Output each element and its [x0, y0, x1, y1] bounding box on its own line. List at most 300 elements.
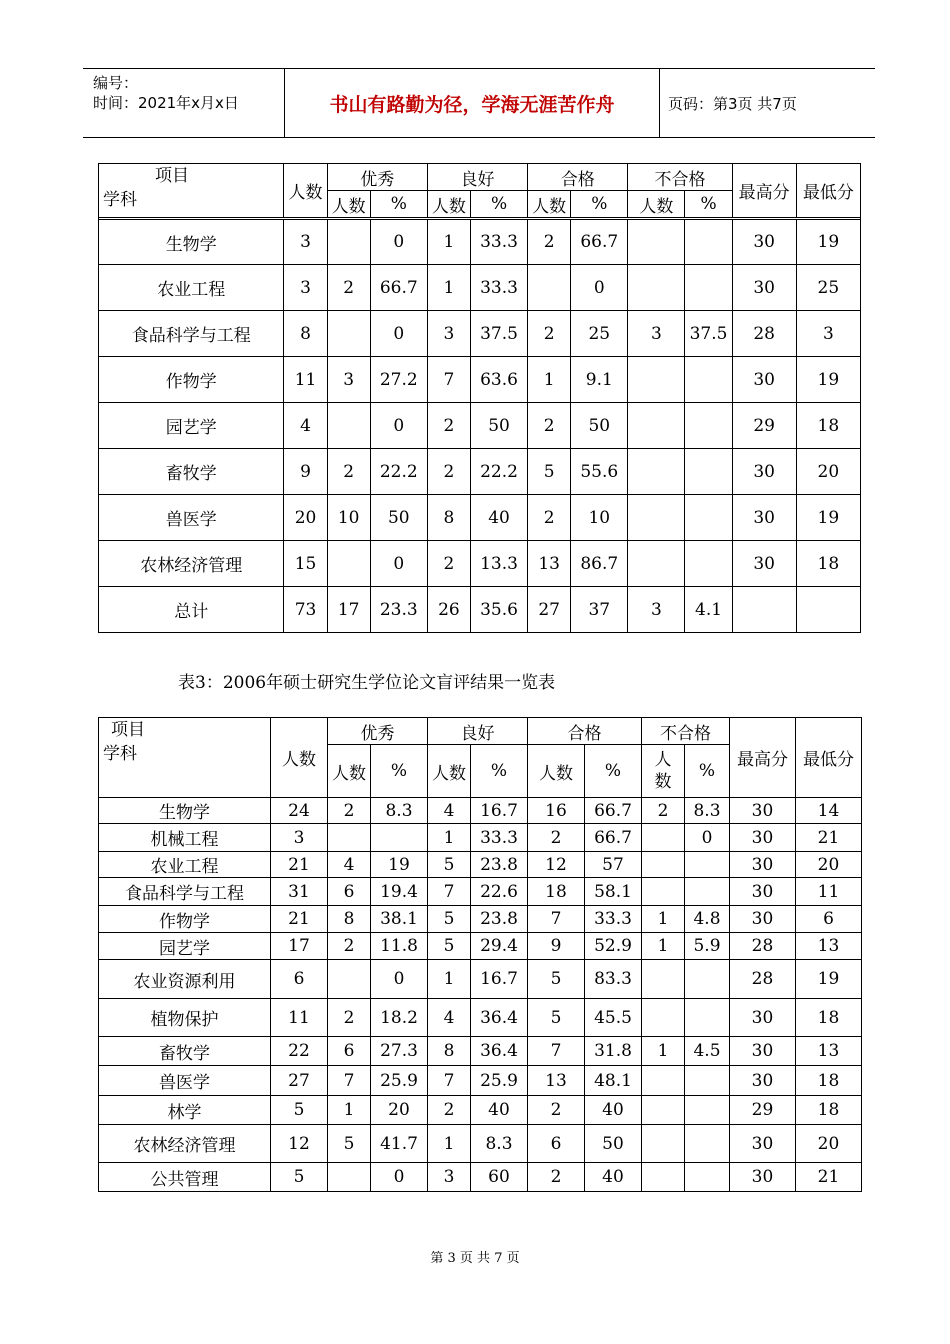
value-cell: 36.4	[471, 999, 528, 1037]
value-cell: 5	[528, 960, 585, 999]
subject-cell: 农业资源利用	[99, 960, 271, 999]
value-cell: 3	[428, 1163, 471, 1192]
subject-cell: 食品科学与工程	[99, 878, 271, 906]
value-cell: 22.2	[370, 449, 427, 495]
value-cell: 66.7	[571, 220, 628, 265]
value-cell: 33.3	[471, 824, 528, 852]
value-cell: 4.1	[685, 587, 732, 633]
value-cell: 19.4	[371, 878, 428, 906]
table-row	[99, 403, 861, 449]
value-cell: 23.8	[471, 906, 528, 933]
good-persons-header: 人数	[428, 745, 471, 798]
value-cell	[642, 960, 685, 999]
value-cell: 25.9	[371, 1066, 428, 1096]
value-cell: 16.7	[471, 960, 528, 999]
value-cell: 4	[428, 798, 471, 824]
value-cell: 1	[428, 1125, 471, 1163]
table-row	[99, 1066, 862, 1096]
pass-persons-header: 人数	[528, 745, 585, 798]
table-row	[99, 449, 861, 495]
min-score-header: 最低分	[796, 718, 862, 798]
subject-cell: 公共管理	[99, 1163, 271, 1192]
subject-cell: 园艺学	[99, 933, 271, 960]
value-cell: 33.3	[470, 220, 527, 265]
pass-header: 合格	[528, 164, 628, 191]
value-cell: 11	[284, 357, 327, 403]
value-cell: 5	[328, 1125, 371, 1163]
table-row	[99, 906, 862, 933]
value-cell: 28	[730, 933, 796, 960]
good-header: 良好	[428, 718, 528, 745]
value-cell: 5	[528, 449, 571, 495]
value-cell: 23.3	[370, 587, 427, 633]
value-cell: 30	[730, 1066, 796, 1096]
value-cell: 31.8	[585, 1037, 642, 1066]
value-cell: 16	[528, 798, 585, 824]
subject-cell: 机械工程	[99, 824, 271, 852]
subject-cell: 农林经济管理	[99, 541, 284, 587]
value-cell: 26	[427, 587, 470, 633]
value-cell	[685, 220, 732, 265]
value-cell: 0	[370, 541, 427, 587]
value-cell: 1	[642, 1037, 685, 1066]
value-cell: 25.9	[471, 1066, 528, 1096]
value-cell	[685, 265, 732, 311]
value-cell: 8.3	[371, 798, 428, 824]
value-cell	[642, 852, 685, 878]
excellent-header: 优秀	[328, 718, 428, 745]
subject-cell: 生物学	[99, 798, 271, 824]
value-cell	[642, 999, 685, 1037]
value-cell	[685, 999, 730, 1037]
subject-cell: 植物保护	[99, 999, 271, 1037]
table-row	[99, 1163, 862, 1192]
value-cell: 18	[796, 1096, 862, 1125]
value-cell: 50	[585, 1125, 642, 1163]
subject-cell: 畜牧学	[99, 1037, 271, 1066]
value-cell: 23.8	[471, 852, 528, 878]
value-cell: 50	[470, 403, 527, 449]
value-cell: 16.7	[471, 798, 528, 824]
value-cell: 5.9	[685, 933, 730, 960]
value-cell	[628, 265, 685, 311]
value-cell: 21	[796, 1163, 862, 1192]
header-number-label: 编号：	[93, 74, 139, 92]
subject-cell: 农林经济管理	[99, 1125, 271, 1163]
value-cell: 18	[796, 541, 860, 587]
header-motto: 书山有路勤为径，学海无涯苦作舟	[285, 69, 660, 137]
subject-cell: 园艺学	[99, 403, 284, 449]
value-cell	[628, 541, 685, 587]
value-cell: 29	[730, 1096, 796, 1125]
value-cell: 6	[271, 960, 328, 999]
value-cell: 22.6	[471, 878, 528, 906]
value-cell	[628, 403, 685, 449]
value-cell: 4	[284, 403, 327, 449]
value-cell: 10	[327, 495, 370, 541]
good-percent-header: %	[470, 191, 527, 218]
value-cell: 3	[628, 311, 685, 357]
value-cell: 40	[585, 1163, 642, 1192]
value-cell	[685, 541, 732, 587]
value-cell	[685, 852, 730, 878]
value-cell: 60	[471, 1163, 528, 1192]
value-cell: 18	[528, 878, 585, 906]
subject-cell: 生物学	[99, 220, 284, 265]
value-cell: 30	[730, 824, 796, 852]
value-cell: 2	[328, 999, 371, 1037]
fail-persons-header: 人数	[628, 191, 685, 218]
value-cell: 5	[428, 906, 471, 933]
value-cell: 30	[730, 999, 796, 1037]
value-cell: 41.7	[371, 1125, 428, 1163]
value-cell	[528, 265, 571, 311]
value-cell: 0	[571, 265, 628, 311]
table-row	[99, 587, 861, 633]
value-cell: 25	[796, 265, 860, 311]
value-cell	[328, 1163, 371, 1192]
value-cell: 22	[271, 1037, 328, 1066]
pass-header: 合格	[528, 718, 642, 745]
item-header-label: 项目	[155, 166, 189, 186]
subject-cell: 作物学	[99, 906, 271, 933]
value-cell	[685, 357, 732, 403]
results-table-1	[98, 163, 861, 633]
value-cell: 30	[730, 1125, 796, 1163]
table-row	[99, 878, 862, 906]
value-cell: 24	[271, 798, 328, 824]
value-cell: 86.7	[571, 541, 628, 587]
value-cell: 3	[796, 311, 860, 357]
subject-cell: 食品科学与工程	[99, 311, 284, 357]
good-persons-header: 人数	[427, 191, 470, 218]
value-cell: 58.1	[585, 878, 642, 906]
value-cell: 20	[371, 1096, 428, 1125]
subject-cell: 兽医学	[99, 1066, 271, 1096]
value-cell: 2	[427, 541, 470, 587]
value-cell: 2	[528, 220, 571, 265]
value-cell: 45.5	[585, 999, 642, 1037]
value-cell: 1	[528, 357, 571, 403]
value-cell: 17	[327, 587, 370, 633]
value-cell: 2	[528, 311, 571, 357]
value-cell: 27	[528, 587, 571, 633]
excellent-percent-header: %	[371, 745, 428, 798]
subject-cell: 农业工程	[99, 852, 271, 878]
value-cell: 13	[796, 1037, 862, 1066]
value-cell: 73	[284, 587, 327, 633]
value-cell: 21	[271, 852, 328, 878]
value-cell: 2	[528, 824, 585, 852]
value-cell: 25	[571, 311, 628, 357]
value-cell: 66.7	[585, 798, 642, 824]
value-cell	[685, 403, 732, 449]
good-percent-header: %	[471, 745, 528, 798]
value-cell: 37	[571, 587, 628, 633]
value-cell: 52.9	[585, 933, 642, 960]
value-cell	[328, 960, 371, 999]
value-cell: 2	[528, 1163, 585, 1192]
value-cell: 40	[471, 1096, 528, 1125]
value-cell: 35.6	[470, 587, 527, 633]
value-cell	[371, 824, 428, 852]
value-cell: 15	[284, 541, 327, 587]
value-cell: 30	[730, 906, 796, 933]
pass-persons-header: 人数	[528, 191, 571, 218]
value-cell: 3	[427, 311, 470, 357]
header-meta	[83, 69, 285, 137]
value-cell: 19	[371, 852, 428, 878]
value-cell: 30	[730, 1037, 796, 1066]
value-cell: 5	[528, 999, 585, 1037]
value-cell	[685, 960, 730, 999]
table-3-caption: 表3：2006年硕士研究生学位论文盲评结果一览表	[178, 673, 556, 693]
value-cell: 27.2	[370, 357, 427, 403]
fail-percent-header: %	[685, 191, 732, 218]
value-cell	[685, 878, 730, 906]
value-cell: 57	[585, 852, 642, 878]
value-cell: 8	[427, 495, 470, 541]
value-cell	[685, 1163, 730, 1192]
header-page-label: 页码：第3页 共7页	[668, 94, 797, 113]
value-cell: 21	[271, 906, 328, 933]
fail-header: 不合格	[628, 164, 732, 191]
value-cell: 19	[796, 357, 860, 403]
value-cell: 20	[796, 852, 862, 878]
value-cell: 6	[796, 906, 862, 933]
value-cell: 0	[371, 960, 428, 999]
value-cell: 18	[796, 1066, 862, 1096]
value-cell: 5	[428, 933, 471, 960]
max-score-header: 最高分	[730, 718, 796, 798]
table-row	[99, 311, 861, 357]
value-cell: 2	[328, 798, 371, 824]
value-cell: 2	[642, 798, 685, 824]
value-cell	[327, 311, 370, 357]
value-cell: 63.6	[470, 357, 527, 403]
item-header-label: 项目	[111, 720, 145, 740]
value-cell: 28	[730, 960, 796, 999]
value-cell: 1	[642, 933, 685, 960]
fail-persons-header: 人 数	[642, 745, 685, 798]
value-cell: 30	[730, 798, 796, 824]
subject-cell: 林学	[99, 1096, 271, 1125]
value-cell: 29.4	[471, 933, 528, 960]
value-cell: 8.3	[685, 798, 730, 824]
results-table-3	[98, 717, 862, 1192]
subject-cell: 兽医学	[99, 495, 284, 541]
value-cell: 83.3	[585, 960, 642, 999]
value-cell: 13.3	[470, 541, 527, 587]
value-cell: 30	[732, 495, 796, 541]
value-cell: 3	[284, 220, 327, 265]
value-cell: 30	[732, 449, 796, 495]
count-header: 人数	[271, 718, 328, 798]
value-cell: 18	[796, 403, 860, 449]
value-cell: 20	[796, 449, 860, 495]
value-cell: 27	[271, 1066, 328, 1096]
value-cell: 36.4	[471, 1037, 528, 1066]
value-cell: 19	[796, 220, 860, 265]
value-cell: 0	[370, 311, 427, 357]
value-cell	[685, 495, 732, 541]
value-cell: 5	[271, 1096, 328, 1125]
page-footer: 第 3 页 共 7 页	[430, 1251, 520, 1266]
value-cell: 4	[428, 999, 471, 1037]
value-cell: 30	[732, 220, 796, 265]
value-cell	[628, 220, 685, 265]
value-cell: 0	[371, 1163, 428, 1192]
subject-cell: 农业工程	[99, 265, 284, 311]
value-cell	[628, 495, 685, 541]
value-cell: 30	[732, 265, 796, 311]
value-cell: 6	[528, 1125, 585, 1163]
value-cell: 2	[528, 403, 571, 449]
value-cell: 19	[796, 495, 860, 541]
value-cell	[628, 449, 685, 495]
value-cell: 7	[428, 878, 471, 906]
value-cell: 3	[271, 824, 328, 852]
value-cell: 8	[428, 1037, 471, 1066]
value-cell: 6	[328, 878, 371, 906]
value-cell: 33.3	[470, 265, 527, 311]
count-header: 人数	[284, 164, 327, 218]
value-cell: 12	[528, 852, 585, 878]
value-cell: 9	[284, 449, 327, 495]
value-cell	[327, 403, 370, 449]
value-cell: 12	[271, 1125, 328, 1163]
excellent-persons-header: 人数	[327, 191, 370, 218]
value-cell	[628, 357, 685, 403]
value-cell: 20	[284, 495, 327, 541]
value-cell: 4.5	[685, 1037, 730, 1066]
value-cell: 5	[271, 1163, 328, 1192]
value-cell	[685, 1066, 730, 1096]
value-cell: 1	[328, 1096, 371, 1125]
value-cell	[685, 1096, 730, 1125]
value-cell	[642, 878, 685, 906]
value-cell: 20	[796, 1125, 862, 1163]
pass-percent-header: %	[571, 191, 628, 218]
value-cell: 0	[370, 220, 427, 265]
value-cell: 18.2	[371, 999, 428, 1037]
header-time-label: 时间：2021年x月x日	[93, 94, 239, 112]
value-cell: 4	[328, 852, 371, 878]
value-cell: 3	[628, 587, 685, 633]
value-cell: 18	[796, 999, 862, 1037]
table-row	[99, 1096, 862, 1125]
table-row	[99, 999, 862, 1037]
value-cell: 2	[428, 1096, 471, 1125]
value-cell: 11	[271, 999, 328, 1037]
value-cell: 3	[284, 265, 327, 311]
value-cell: 30	[730, 878, 796, 906]
value-cell: 1	[428, 824, 471, 852]
value-cell: 2	[327, 265, 370, 311]
value-cell: 8	[328, 906, 371, 933]
value-cell: 29	[732, 403, 796, 449]
corner-header-cell	[99, 164, 284, 218]
value-cell: 66.7	[370, 265, 427, 311]
table-row	[99, 798, 862, 824]
value-cell: 6	[328, 1037, 371, 1066]
fail-percent-header: %	[685, 745, 730, 798]
excellent-percent-header: %	[370, 191, 427, 218]
table-row	[99, 960, 862, 999]
value-cell	[642, 1163, 685, 1192]
value-cell: 2	[528, 1096, 585, 1125]
value-cell: 2	[528, 495, 571, 541]
value-cell: 7	[328, 1066, 371, 1096]
value-cell: 38.1	[371, 906, 428, 933]
value-cell: 30	[732, 357, 796, 403]
corner-header-cell	[99, 718, 271, 798]
value-cell: 31	[271, 878, 328, 906]
value-cell: 9	[528, 933, 585, 960]
value-cell	[685, 1125, 730, 1163]
value-cell: 30	[730, 852, 796, 878]
value-cell: 13	[528, 1066, 585, 1096]
subject-cell: 作物学	[99, 357, 284, 403]
value-cell: 7	[528, 1037, 585, 1066]
value-cell: 17	[271, 933, 328, 960]
table-row	[99, 495, 861, 541]
value-cell: 33.3	[585, 906, 642, 933]
value-cell	[642, 1125, 685, 1163]
value-cell: 9.1	[571, 357, 628, 403]
value-cell: 0	[370, 403, 427, 449]
value-cell: 40	[470, 495, 527, 541]
value-cell: 40	[585, 1096, 642, 1125]
value-cell: 50	[370, 495, 427, 541]
subject-header-label: 学科	[103, 190, 137, 210]
value-cell	[642, 1096, 685, 1125]
value-cell: 2	[427, 449, 470, 495]
value-cell: 55.6	[571, 449, 628, 495]
value-cell: 8.3	[471, 1125, 528, 1163]
value-cell	[642, 1066, 685, 1096]
table-row	[99, 1037, 862, 1066]
table-row	[99, 1125, 862, 1163]
value-cell	[327, 541, 370, 587]
table-row	[99, 357, 861, 403]
value-cell: 8	[284, 311, 327, 357]
value-cell: 30	[732, 541, 796, 587]
table-row	[99, 933, 862, 960]
table-row	[99, 220, 861, 265]
value-cell: 2	[427, 403, 470, 449]
table-row	[99, 541, 861, 587]
max-score-header: 最高分	[732, 164, 796, 218]
value-cell: 19	[796, 960, 862, 999]
value-cell: 2	[327, 449, 370, 495]
value-cell: 11.8	[371, 933, 428, 960]
value-cell: 11	[796, 878, 862, 906]
pass-percent-header: %	[585, 745, 642, 798]
value-cell	[732, 587, 796, 633]
min-score-header: 最低分	[796, 164, 860, 218]
value-cell: 30	[730, 1163, 796, 1192]
subject-cell: 总计	[99, 587, 284, 633]
value-cell: 66.7	[585, 824, 642, 852]
value-cell: 50	[571, 403, 628, 449]
value-cell	[327, 220, 370, 265]
value-cell: 1	[427, 265, 470, 311]
value-cell: 22.2	[470, 449, 527, 495]
value-cell: 7	[427, 357, 470, 403]
value-cell: 48.1	[585, 1066, 642, 1096]
value-cell: 37.5	[685, 311, 732, 357]
